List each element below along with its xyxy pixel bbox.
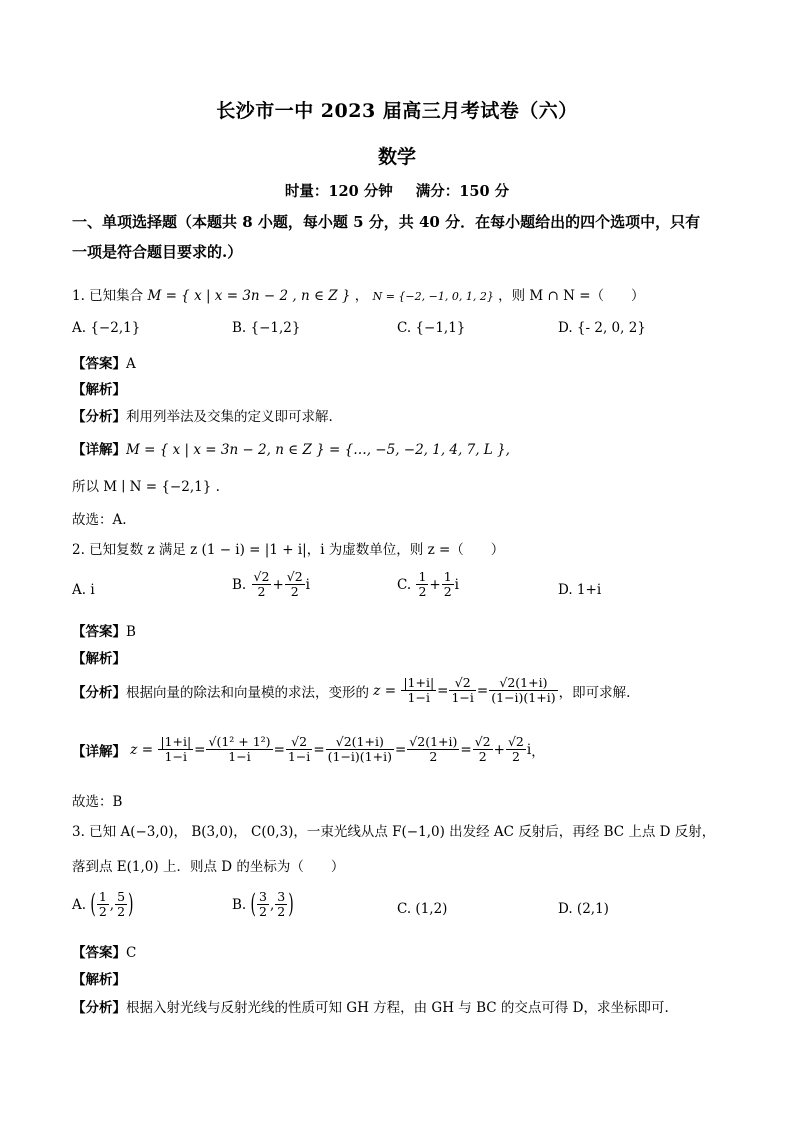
q1-detail [72,438,510,458]
q3-a-frac1: $\frac{1}{2}$ [98,889,107,920]
q3-answer-value: C [126,945,137,961]
q2-option-a: A. i [72,582,95,598]
q2-answer-value: B [126,624,136,640]
q2-choose-label: 故选： [72,794,113,810]
q1-answer-value: A [126,356,136,372]
q1-option-b: B. {−1,2} [232,320,301,336]
q2-answer [72,620,136,640]
q2-detail-frac3: $\frac{√2}{1-i}$ [287,734,311,765]
q2-fenxi-frac2: $\frac{√2}{1-i}$ [451,675,474,706]
q2-detail-frac1: $\frac{|1+i|}{1-i}$ [160,734,192,765]
q3-b-frac1: $\frac{3}{2}$ [258,889,267,920]
q3-fenxi-text: 根据入射光线与反射光线的性质可知 GH 方程，由 GH 与 BC 的交点可得 D，求坐标即可. [126,1000,669,1016]
q2-detail-frac2: $\frac{\text{√(1² + 1²)}}{1-i}$ [208,734,271,765]
q2-analysis-label: 【解析】 [72,651,126,667]
section-heading-line2: 一项是符合题目要求的.） [72,243,243,261]
q2-b-frac2: $\frac{√2}{2}$ [286,569,303,600]
q3-stem-line2: 落到点 E(1,0) 上．则点 D 的坐标为（ ） [72,859,345,875]
q1-fenxi [72,405,333,425]
q1-stem-pre: 1. 已知集合 [72,288,144,304]
q2-b-frac1: $\frac{√2}{2}$ [253,569,270,600]
q3-option-b-label: B. [232,896,247,913]
q1-stem-post: ，则 M ∩ N =（ ） [498,288,645,304]
q2-option-b-label: B. [232,576,247,593]
q2-detail-frac4: $\frac{√2(1+i)}{(1-i)(1+i)}$ [327,734,392,765]
q1-choose [72,508,127,528]
q3-answer-label: 【答案】 [72,945,126,961]
q1-option-d: D. {- 2, 0, 2} [558,320,646,336]
q3-option-c: C. (1,2) [397,901,448,917]
q3-option-b: B. ( $\frac{3}{2}$ , $\frac{3}{2}$ ) [232,889,294,921]
q1-detail-label: 【详解】 [72,442,126,458]
q2-fenxi-frac3: $\frac{√2(1+i)}{(1-i)(1+i)}$ [491,675,556,706]
q1-choose-label: 故选： [72,512,113,528]
q1-fenxi-text: 利用列举法及交集的定义即可求解. [126,409,333,425]
q3-a-frac2: $\frac{5}{2}$ [117,889,126,920]
q2-detail: 【详解】 z = $\frac{|1+i|}{1-i}$ = $\frac{\text{√(1² + 1²)}}{1-i}$ = $\frac{√2}{1-i}$ = $\frac{√2(1+i)}{(1-i)(1+i)}$ = $\frac{√2(1+i)}{2}$ = $\frac{√2}{2}$ + $\frac{√2}{2}$ i， [72,734,545,765]
q2-fenxi-frac1: $\frac{|1+i|}{1-i}$ [403,675,435,706]
q3-fenxi-label: 【分析】 [72,1000,126,1016]
q2-option-b: B. $\frac{√2}{2}$ + $\frac{√2}{2}$ i [232,569,310,600]
exam-info [0,180,794,201]
q2-fenxi: 【分析】根据向量的除法和向量模的求法，变形的 z = $\frac{|1+i|}{1-i}$ = $\frac{√2}{1-i}$ = $\frac{√2(1+i)}{(1-i)(1+i)}$ ，即可求解. [72,675,631,706]
q1-so: 所以 M ∣ N = {−2,1} . [72,479,220,495]
q3-stem-line1: 3. 已知 A(−3,0)， B(3,0)， C(0,3)，一束光线从点 F(−1,0) 出发经 AC 反射后，再经 BC 上点 D 反射， [72,824,716,840]
q2-option-c: C. $\frac{1}{2}$ + $\frac{1}{2}$ i [397,569,459,600]
q3-b-frac2: $\frac{3}{2}$ [277,889,286,920]
q3-option-a: A. ( $\frac{1}{2}$ , $\frac{5}{2}$ ) [72,889,134,921]
q1-set-m: M = { x | x = 3n − 2 , n ∈ Z } [147,288,351,304]
q2-choose-value: B [112,794,123,810]
q2-option-d: D. 1+i [558,582,602,598]
q2-fenxi-post: ，即可求解. [558,684,631,701]
q1-set-n: N = {−2, −1, 0, 1, 2} [372,290,494,303]
q3-fenxi [72,996,669,1016]
q2-option-c-label: C. [397,576,412,593]
full-score: 满分：150 分 [415,183,510,200]
q1-detail-text: M = { x | x = 3n − 2, n ∈ Z } = {…, −5, −2, 1, 4, 7, L }, [126,442,510,458]
q2-answer-label: 【答案】 [72,624,126,640]
q2-fenxi-pre: 根据向量的除法和向量模的求法，变形的 [126,684,369,701]
q2-stem: 2. 已知复数 z 满足 z (1 − i) = |1 + i|，i 为虚数单位，则 z =（ ） [72,542,505,558]
q1-stem [72,284,645,304]
q3-analysis-label: 【解析】 [72,972,126,988]
q2-c-frac1: $\frac{1}{2}$ [418,569,427,600]
q2-detail-frac6: $\frac{√2}{2}$ [474,734,491,765]
time-limit: 时量：120 分钟 [284,183,393,200]
q1-analysis-label: 【解析】 [72,382,126,398]
q1-option-c: C. {−1,1} [397,320,466,336]
q2-detail-frac7: $\frac{√2}{2}$ [507,734,524,765]
q2-c-frac2: $\frac{1}{2}$ [443,569,452,600]
section-heading-line1: 一、单项选择题（本题共 8 小题，每小题 5 分，共 40 分．在每小题给出的四个选项中，只有 [72,213,701,231]
q1-answer [72,352,136,372]
q1-option-a: A. {−2,1} [72,320,141,336]
q2-detail-label: 【详解】 [72,743,126,760]
q1-answer-label: 【答案】 [72,356,126,372]
q1-fenxi-label: 【分析】 [72,409,126,425]
subject-title: 数学 [377,146,416,168]
q3-answer [72,941,136,961]
q1-choose-value: A. [112,512,127,528]
q2-detail-frac5: $\frac{√2(1+i)}{2}$ [409,734,458,765]
q2-choose [72,790,122,810]
q3-option-a-label: A. [72,896,87,913]
q2-fenxi-label: 【分析】 [72,684,126,701]
page-title: 长沙市一中 2023 届高三月考试卷（六） [216,100,578,122]
q1-sep: ， [354,288,369,304]
q3-option-d: D. (2,1) [558,901,609,917]
